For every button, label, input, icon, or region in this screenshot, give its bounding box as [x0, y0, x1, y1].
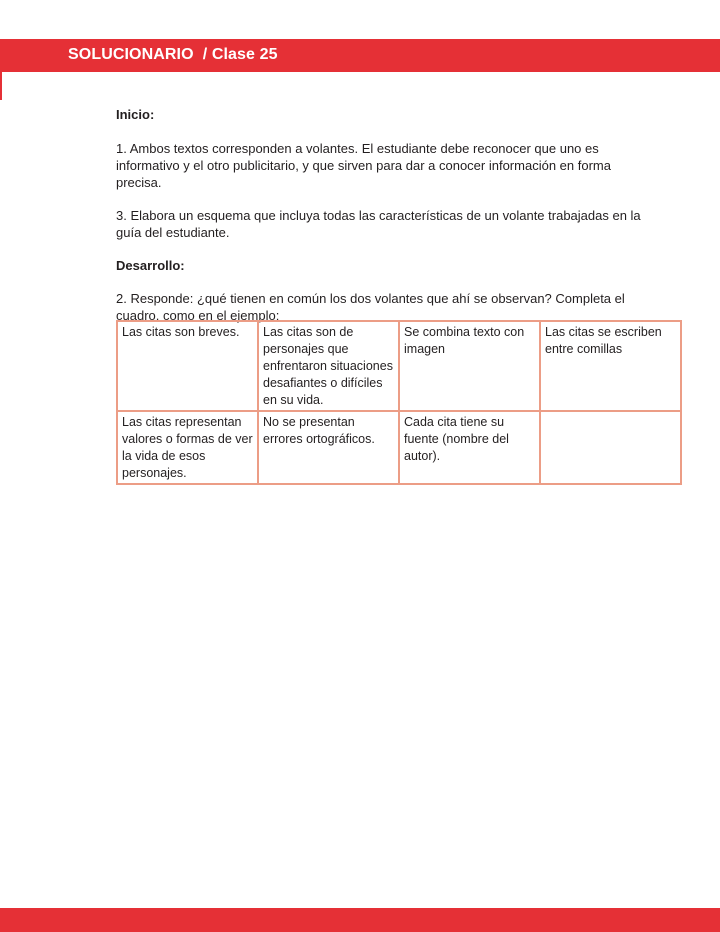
table-cell: Las citas son de personajes que enfrentaron situaciones desafiantes o difíciles en su vida. — [258, 321, 399, 411]
table-row — [117, 411, 681, 484]
table-cell: Las citas se escriben entre comillas — [540, 321, 681, 411]
footer-bar — [0, 908, 720, 932]
table-cell: Las citas son breves. — [117, 321, 258, 411]
answer-table — [116, 320, 682, 485]
table-cell: Las citas representan valores o formas de ver la vida de esos personajes. — [117, 411, 258, 484]
inicio-heading: Inicio: — [116, 107, 155, 122]
table-cell-empty — [540, 411, 681, 484]
table-cell: No se presentan errores ortográficos. — [258, 411, 399, 484]
page-title: SOLUCIONARIO / Clase 25 — [68, 46, 278, 63]
table-cell: Cada cita tiene su fuente (nombre del autor). — [399, 411, 540, 484]
document-body — [116, 106, 656, 324]
item-2-text: 2. Responde: ¿qué tienen en común los dos volantes que ahí se observan? Completa el cuadro, como en el ejemplo: — [116, 291, 625, 323]
item-1-text: 1. Ambos textos corresponden a volantes. El estudiante debe reconocer que uno es informativo y el otro publicitario, y que sirven para dar a conocer información en forma precisa. — [116, 141, 611, 190]
header-accent — [0, 72, 2, 100]
item-3-text: 3. Elabora un esquema que incluya todas las características de un volante trabajadas en la guía del estudiante. — [116, 208, 641, 240]
table-row — [117, 321, 681, 411]
desarrollo-heading: Desarrollo: — [116, 258, 185, 273]
table-cell: Se combina texto con imagen — [399, 321, 540, 411]
